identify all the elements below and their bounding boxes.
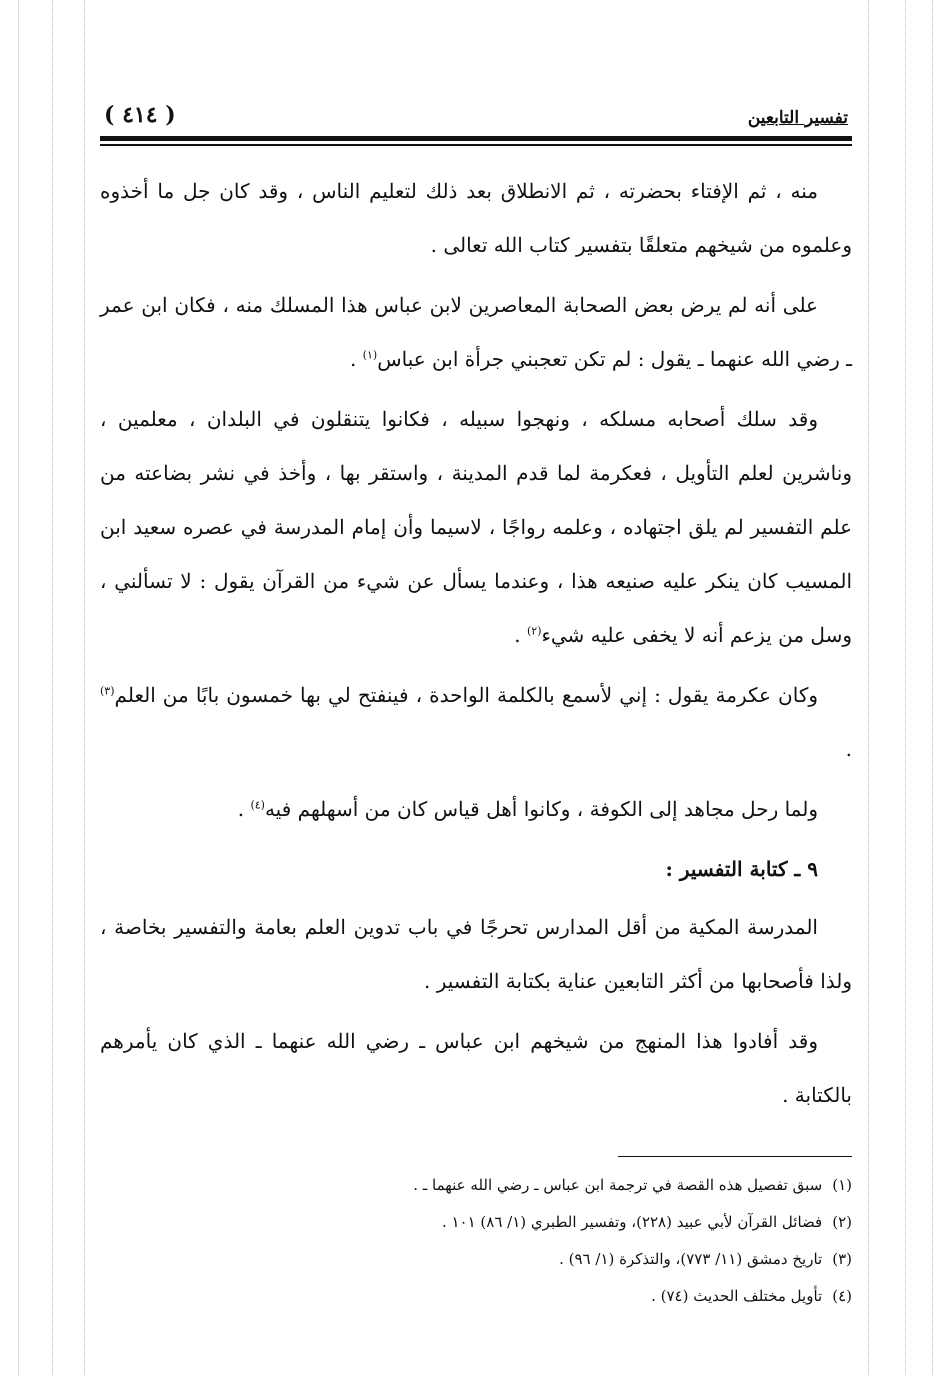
paragraph-text: وكان عكرمة يقول : إني لأسمع بالكلمة الواحدة ، فينفتح لي بها خمسون بابًا من العلم bbox=[114, 683, 818, 707]
left-margin-dots bbox=[52, 0, 53, 1375]
header-rule-thick bbox=[100, 136, 852, 141]
footnote-number: (٣) bbox=[832, 1250, 852, 1268]
footnote-text: سبق تفصيل هذه القصة في ترجمة ابن عباس ـ رضي الله عنهما ـ . bbox=[413, 1176, 823, 1194]
footnotes bbox=[100, 1167, 852, 1315]
paragraph-text: وقد سلك أصحابه مسلكه ، ونهجوا سبيله ، فكانوا يتنقلون في البلدان ، معلمين ، وناشرين لعلم التأويل ، فعكرمة لما قدم المدينة ، واستقر بها ، وأخذ في نشر بضاعته من علم التفسير لم يلق اجتهاده ، وعلمه رواجًا ، لاسيما وأن إمام المدرسة في عصره سعيد ابن المسيب كان ينكر عليه صنيعه هذا ، وعندما يسأل عن شيء من القرآن يقول : لا تسألني ، وسل من يزعم أنه لا يخفى عليه شيء bbox=[100, 407, 852, 647]
footnote-number: (٢) bbox=[832, 1213, 852, 1231]
paragraph-text: المدرسة المكية من أقل المدارس تحرجًا في باب تدوين العلم بعامة والتفسير بخاصة ، ولذا فأصحابها من أكثر التابعين عناية بكتابة التفسير . bbox=[100, 915, 852, 993]
paragraph bbox=[100, 278, 852, 386]
body-text bbox=[100, 164, 852, 1122]
footnote-text: فضائل القرآن لأبي عبيد (٢٢٨)، وتفسير الطبري (١/ ٨٦) ١٠١ . bbox=[441, 1213, 823, 1231]
footnote-ref: (٣) bbox=[100, 684, 115, 698]
paragraph-tail: . bbox=[845, 737, 852, 761]
left-margin-dots bbox=[84, 0, 85, 1375]
paragraph-tail: . bbox=[237, 797, 251, 821]
footnote-text: تأويل مختلف الحديث (٧٤) . bbox=[651, 1287, 823, 1305]
footnote bbox=[100, 1278, 852, 1315]
right-margin-dots bbox=[932, 0, 933, 1375]
footnote-number: (١) bbox=[832, 1176, 852, 1194]
left-margin-dots bbox=[18, 0, 19, 1375]
section-heading-text: ٩ ـ كتابة التفسير : bbox=[665, 857, 818, 881]
paragraph bbox=[100, 164, 852, 272]
page-number: ( ٤١٤ ) bbox=[104, 102, 176, 128]
paragraph-text: على أنه لم يرض بعض الصحابة المعاصرين لابن عباس هذا المسلك منه ، فكان ابن عمر ـ رضي الله عنهما ـ يقول : لم تكن تعجبني جرأة ابن عباس bbox=[100, 293, 852, 371]
paragraph bbox=[100, 392, 852, 662]
footnote-ref: (٤) bbox=[250, 798, 265, 812]
footnote-number: (٤) bbox=[832, 1287, 852, 1305]
paragraph bbox=[100, 668, 852, 776]
paragraph-text: ولما رحل مجاهد إلى الكوفة ، وكانوا أهل قياس كان من أسهلهم فيه bbox=[264, 797, 818, 821]
footnote-separator bbox=[618, 1156, 852, 1157]
paragraph bbox=[100, 900, 852, 1008]
right-margin-dots bbox=[905, 0, 906, 1375]
section-heading bbox=[100, 842, 852, 896]
footnote-ref: (١) bbox=[362, 348, 378, 362]
paragraph-tail: . bbox=[349, 347, 363, 371]
running-title: تفسير التابعين bbox=[747, 108, 848, 128]
footnote bbox=[100, 1167, 852, 1204]
paragraph-text: وقد أفادوا هذا المنهج من شيخهم ابن عباس ـ رضي الله عنهما ـ الذي كان يأمرهم بالكتابة . bbox=[100, 1029, 852, 1107]
header-rule-thin bbox=[100, 144, 852, 146]
page-header bbox=[100, 92, 852, 128]
footnote-ref: (٢) bbox=[526, 624, 542, 638]
paragraph bbox=[100, 782, 852, 836]
paragraph-tail: . bbox=[514, 623, 527, 647]
book-page bbox=[100, 92, 852, 1315]
footnote bbox=[100, 1204, 852, 1241]
paragraph bbox=[100, 1014, 852, 1122]
footnote bbox=[100, 1241, 852, 1278]
footnote-text: تاريخ دمشق (١١/ ٧٧٣)، والتذكرة (١/ ٩٦) . bbox=[559, 1250, 823, 1268]
right-margin-dots bbox=[868, 0, 869, 1375]
paragraph-text: منه ، ثم الإفتاء بحضرته ، ثم الانطلاق بعد ذلك لتعليم الناس ، وقد كان جل ما أخذوه وعلموه من شيخهم متعلقًا بتفسير كتاب الله تعالى . bbox=[100, 179, 852, 257]
